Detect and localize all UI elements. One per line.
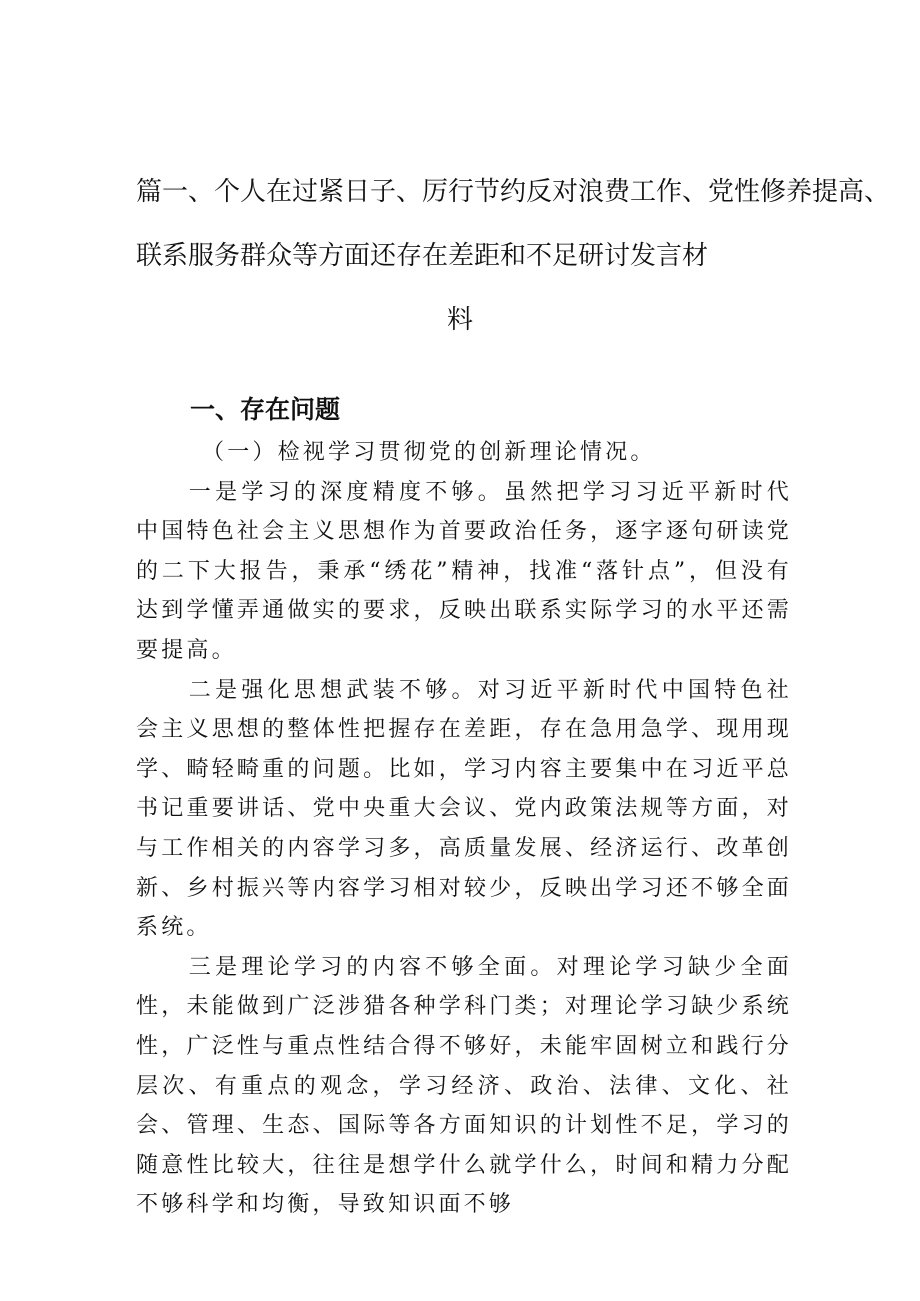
- section-heading: 一、存在问题: [190, 395, 341, 424]
- document-body: [136, 433, 792, 1225]
- paragraph-1: 一是学习的深度精度不够。虽然把学习习近平新时代中国特色社会主义思想作为首要政治任务，逐字逐句研读党的二下大报告，秉承“绣花”精神，找准“落针点”，但没有达到学懂弄通做实的要求，反映出联系实际学习的水平还需要提高。: [136, 479, 792, 663]
- paragraph-3: 三是理论学习的内容不够全面。对理论学习缺少全面性，未能做到广泛涉猎各种学科门类；对理论学习缺少系统性，广泛性与重点性结合得不够好，未能牢固树立和践行分层次、有重点的观念，学习经济、政治、法律、文化、社会、管理、生态、国际等各方面知识的计划性不足，学习的随意性比较大，往往是想学什么就学什么，时间和精力分配不够科学和均衡，导致知识面不够: [136, 954, 792, 1218]
- subsection-heading: （一）检视学习贯彻党的创新理论情况。: [202, 440, 656, 465]
- paragraph-2: 二是强化思想武装不够。对习近平新时代中国特色社会主义思想的整体性把握存在差距，存在急用急学、现用现学、畸轻畸重的问题。比如，学习内容主要集中在习近平总书记重要讲话、党中央重大会议、党内政策法规等方面，对与工作相关的内容学习多，高质量发展、经济运行、改革创新、乡村振兴等内容学习相对较少，反映出学习还不够全面系统。: [136, 677, 792, 941]
- title-line-3: 料: [446, 305, 473, 335]
- title-line-2: 联系服务群众等方面还存在差距和不足研讨发言材: [136, 241, 709, 271]
- title-line-1: 篇一、个人在过紧日子、厉行节约反对浪费工作、党性修养提高、: [136, 177, 891, 207]
- document-title: [136, 160, 891, 352]
